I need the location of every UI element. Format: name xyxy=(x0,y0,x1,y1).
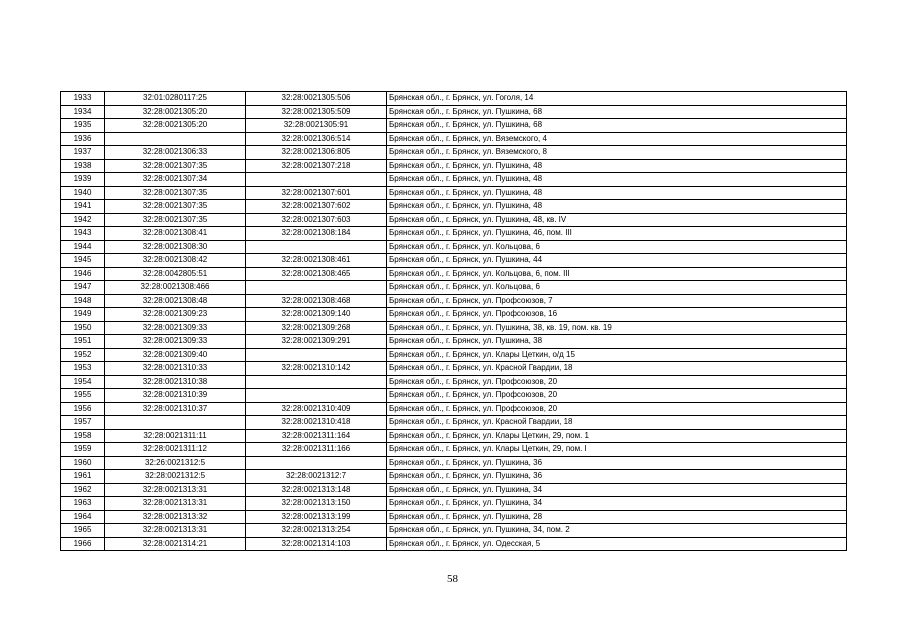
land-cadastral-number-cell: 32:28:0021307:35 xyxy=(105,186,246,200)
table-row xyxy=(61,213,847,227)
address-cell: Брянская обл., г. Брянск, ул. Одесская, 5 xyxy=(387,537,847,551)
address-cell: Брянская обл., г. Брянск, ул. Пушкина, 48, кв. IV xyxy=(387,213,847,227)
object-cadastral-number-cell: 32:28:0021311:164 xyxy=(246,429,387,443)
object-cadastral-number-cell: 32:28:0021306:514 xyxy=(246,132,387,146)
land-cadastral-number-cell xyxy=(105,416,246,430)
address-cell: Брянская обл., г. Брянск, ул. Профсоюзов, 16 xyxy=(387,308,847,322)
land-cadastral-number-cell: 32:28:0021309:33 xyxy=(105,335,246,349)
land-cadastral-number-cell: 32:28:0021309:33 xyxy=(105,321,246,335)
land-cadastral-number-cell: 32:28:0021313:32 xyxy=(105,510,246,524)
object-cadastral-number-cell: 32:28:0021308:461 xyxy=(246,254,387,268)
address-cell: Брянская обл., г. Брянск, ул. Клары Цеткин, 29, пом. 1 xyxy=(387,429,847,443)
address-cell: Брянская обл., г. Брянск, ул. Профсоюзов, 20 xyxy=(387,389,847,403)
object-cadastral-number-cell: 32:28:0021308:468 xyxy=(246,294,387,308)
land-cadastral-number-cell: 32:28:0021305:20 xyxy=(105,105,246,119)
table-row xyxy=(61,105,847,119)
object-cadastral-number-cell: 32:28:0021313:199 xyxy=(246,510,387,524)
object-cadastral-number-cell: 32:28:0021313:148 xyxy=(246,483,387,497)
object-cadastral-number-cell: 32:28:0021309:140 xyxy=(246,308,387,322)
land-cadastral-number-cell: 32:28:0021314:21 xyxy=(105,537,246,551)
object-cadastral-number-cell xyxy=(246,375,387,389)
row-number-cell: 1934 xyxy=(61,105,105,119)
row-number-cell: 1949 xyxy=(61,308,105,322)
object-cadastral-number-cell: 32:28:0021314:103 xyxy=(246,537,387,551)
table-row xyxy=(61,254,847,268)
row-number-cell: 1943 xyxy=(61,227,105,241)
row-number-cell: 1937 xyxy=(61,146,105,160)
row-number-cell: 1933 xyxy=(61,92,105,106)
object-cadastral-number-cell: 32:28:0021309:268 xyxy=(246,321,387,335)
row-number-cell: 1941 xyxy=(61,200,105,214)
table-row xyxy=(61,159,847,173)
table-row xyxy=(61,483,847,497)
table-row xyxy=(61,281,847,295)
land-cadastral-number-cell xyxy=(105,132,246,146)
address-cell: Брянская обл., г. Брянск, ул. Профсоюзов, 20 xyxy=(387,402,847,416)
table-row xyxy=(61,375,847,389)
address-cell: Брянская обл., г. Брянск, ул. Пушкина, 48 xyxy=(387,159,847,173)
object-cadastral-number-cell: 32:28:0021309:291 xyxy=(246,335,387,349)
table-row xyxy=(61,429,847,443)
land-cadastral-number-cell: 32:28:0021308:42 xyxy=(105,254,246,268)
property-registry-table xyxy=(60,91,847,551)
object-cadastral-number-cell: 32:28:0021307:602 xyxy=(246,200,387,214)
table-row xyxy=(61,267,847,281)
table-row xyxy=(61,497,847,511)
land-cadastral-number-cell: 32:28:0021306:33 xyxy=(105,146,246,160)
address-cell: Брянская обл., г. Брянск, ул. Вяземского, 8 xyxy=(387,146,847,160)
row-number-cell: 1955 xyxy=(61,389,105,403)
table-row xyxy=(61,294,847,308)
address-cell: Брянская обл., г. Брянск, ул. Гоголя, 14 xyxy=(387,92,847,106)
object-cadastral-number-cell xyxy=(246,173,387,187)
table-row xyxy=(61,362,847,376)
object-cadastral-number-cell: 32:28:0021312:7 xyxy=(246,470,387,484)
table-row xyxy=(61,92,847,106)
object-cadastral-number-cell: 32:28:0021305:91 xyxy=(246,119,387,133)
object-cadastral-number-cell: 32:28:0021307:601 xyxy=(246,186,387,200)
table-row xyxy=(61,348,847,362)
land-cadastral-number-cell: 32:28:0021313:31 xyxy=(105,524,246,538)
address-cell: Брянская обл., г. Брянск, ул. Кольцова, 6 xyxy=(387,240,847,254)
table-row xyxy=(61,321,847,335)
address-cell: Брянская обл., г. Брянск, ул. Профсоюзов, 7 xyxy=(387,294,847,308)
address-cell: Брянская обл., г. Брянск, ул. Пушкина, 38 xyxy=(387,335,847,349)
row-number-cell: 1940 xyxy=(61,186,105,200)
land-cadastral-number-cell: 32:28:0021308:466 xyxy=(105,281,246,295)
table-row xyxy=(61,389,847,403)
row-number-cell: 1938 xyxy=(61,159,105,173)
row-number-cell: 1942 xyxy=(61,213,105,227)
land-cadastral-number-cell: 32:28:0021307:35 xyxy=(105,159,246,173)
object-cadastral-number-cell: 32:28:0021310:409 xyxy=(246,402,387,416)
table-row xyxy=(61,470,847,484)
address-cell: Брянская обл., г. Брянск, ул. Пушкина, 38, кв. 19, пом. кв. 19 xyxy=(387,321,847,335)
table-row xyxy=(61,402,847,416)
object-cadastral-number-cell: 32:28:0021313:254 xyxy=(246,524,387,538)
row-number-cell: 1936 xyxy=(61,132,105,146)
land-cadastral-number-cell: 32:28:0021312:5 xyxy=(105,470,246,484)
land-cadastral-number-cell: 32:28:0021310:39 xyxy=(105,389,246,403)
table-row xyxy=(61,132,847,146)
address-cell: Брянская обл., г. Брянск, ул. Пушкина, 48 xyxy=(387,186,847,200)
address-cell: Брянская обл., г. Брянск, ул. Кольцова, 6, пом. III xyxy=(387,267,847,281)
object-cadastral-number-cell: 32:28:0021310:142 xyxy=(246,362,387,376)
table-row xyxy=(61,240,847,254)
land-cadastral-number-cell: 32:28:0021313:31 xyxy=(105,483,246,497)
row-number-cell: 1962 xyxy=(61,483,105,497)
registry-table-body xyxy=(61,92,847,551)
land-cadastral-number-cell: 32:26:0021312:5 xyxy=(105,456,246,470)
object-cadastral-number-cell xyxy=(246,240,387,254)
land-cadastral-number-cell: 32:28:0042805:51 xyxy=(105,267,246,281)
address-cell: Брянская обл., г. Брянск, ул. Пушкина, 46, пом. III xyxy=(387,227,847,241)
land-cadastral-number-cell: 32:28:0021310:33 xyxy=(105,362,246,376)
row-number-cell: 1963 xyxy=(61,497,105,511)
land-cadastral-number-cell: 32:28:0021307:34 xyxy=(105,173,246,187)
row-number-cell: 1951 xyxy=(61,335,105,349)
land-cadastral-number-cell: 32:01:0280117:25 xyxy=(105,92,246,106)
land-cadastral-number-cell: 32:28:0021305:20 xyxy=(105,119,246,133)
row-number-cell: 1952 xyxy=(61,348,105,362)
table-row xyxy=(61,146,847,160)
row-number-cell: 1948 xyxy=(61,294,105,308)
address-cell: Брянская обл., г. Брянск, ул. Профсоюзов, 20 xyxy=(387,375,847,389)
row-number-cell: 1964 xyxy=(61,510,105,524)
row-number-cell: 1944 xyxy=(61,240,105,254)
address-cell: Брянская обл., г. Брянск, ул. Кольцова, 6 xyxy=(387,281,847,295)
row-number-cell: 1945 xyxy=(61,254,105,268)
address-cell: Брянская обл., г. Брянск, ул. Пушкина, 34, пом. 2 xyxy=(387,524,847,538)
land-cadastral-number-cell: 32:28:0021308:30 xyxy=(105,240,246,254)
row-number-cell: 1946 xyxy=(61,267,105,281)
row-number-cell: 1956 xyxy=(61,402,105,416)
land-cadastral-number-cell: 32:28:0021311:12 xyxy=(105,443,246,457)
table-row xyxy=(61,227,847,241)
address-cell: Брянская обл., г. Брянск, ул. Пушкина, 68 xyxy=(387,105,847,119)
table-row xyxy=(61,119,847,133)
row-number-cell: 1935 xyxy=(61,119,105,133)
table-row xyxy=(61,173,847,187)
object-cadastral-number-cell: 32:28:0021305:509 xyxy=(246,105,387,119)
land-cadastral-number-cell: 32:28:0021307:35 xyxy=(105,213,246,227)
row-number-cell: 1950 xyxy=(61,321,105,335)
address-cell: Брянская обл., г. Брянск, ул. Пушкина, 36 xyxy=(387,456,847,470)
address-cell: Брянская обл., г. Брянск, ул. Пушкина, 36 xyxy=(387,470,847,484)
row-number-cell: 1965 xyxy=(61,524,105,538)
object-cadastral-number-cell: 32:28:0021305:506 xyxy=(246,92,387,106)
land-cadastral-number-cell: 32:28:0021313:31 xyxy=(105,497,246,511)
row-number-cell: 1947 xyxy=(61,281,105,295)
object-cadastral-number-cell xyxy=(246,389,387,403)
address-cell: Брянская обл., г. Брянск, ул. Клары Цеткин, 29, пом. I xyxy=(387,443,847,457)
row-number-cell: 1939 xyxy=(61,173,105,187)
land-cadastral-number-cell: 32:28:0021311:11 xyxy=(105,429,246,443)
table-row xyxy=(61,186,847,200)
object-cadastral-number-cell xyxy=(246,281,387,295)
table-row xyxy=(61,443,847,457)
land-cadastral-number-cell: 32:28:0021310:37 xyxy=(105,402,246,416)
address-cell: Брянская обл., г. Брянск, ул. Пушкина, 34 xyxy=(387,497,847,511)
row-number-cell: 1960 xyxy=(61,456,105,470)
table-row xyxy=(61,308,847,322)
table-row xyxy=(61,524,847,538)
address-cell: Брянская обл., г. Брянск, ул. Пушкина, 48 xyxy=(387,173,847,187)
row-number-cell: 1953 xyxy=(61,362,105,376)
object-cadastral-number-cell: 32:28:0021306:805 xyxy=(246,146,387,160)
land-cadastral-number-cell: 32:28:0021309:40 xyxy=(105,348,246,362)
row-number-cell: 1957 xyxy=(61,416,105,430)
address-cell: Брянская обл., г. Брянск, ул. Пушкина, 34 xyxy=(387,483,847,497)
address-cell: Брянская обл., г. Брянск, ул. Пушкина, 44 xyxy=(387,254,847,268)
table-row xyxy=(61,416,847,430)
address-cell: Брянская обл., г. Брянск, ул. Красной Гвардии, 18 xyxy=(387,416,847,430)
table-row xyxy=(61,456,847,470)
address-cell: Брянская обл., г. Брянск, ул. Клары Цеткин, о/д 15 xyxy=(387,348,847,362)
object-cadastral-number-cell xyxy=(246,348,387,362)
table-row xyxy=(61,200,847,214)
object-cadastral-number-cell xyxy=(246,456,387,470)
object-cadastral-number-cell: 32:28:0021308:184 xyxy=(246,227,387,241)
object-cadastral-number-cell: 32:28:0021310:418 xyxy=(246,416,387,430)
address-cell: Брянская обл., г. Брянск, ул. Пушкина, 48 xyxy=(387,200,847,214)
row-number-cell: 1954 xyxy=(61,375,105,389)
land-cadastral-number-cell: 32:28:0021310:38 xyxy=(105,375,246,389)
row-number-cell: 1966 xyxy=(61,537,105,551)
table-row xyxy=(61,510,847,524)
address-cell: Брянская обл., г. Брянск, ул. Красной Гвардии, 18 xyxy=(387,362,847,376)
table-row xyxy=(61,335,847,349)
object-cadastral-number-cell: 32:28:0021308:465 xyxy=(246,267,387,281)
address-cell: Брянская обл., г. Брянск, ул. Вяземского, 4 xyxy=(387,132,847,146)
land-cadastral-number-cell: 32:28:0021308:41 xyxy=(105,227,246,241)
object-cadastral-number-cell: 32:28:0021307:218 xyxy=(246,159,387,173)
page-number: 58 xyxy=(447,573,458,585)
table-row xyxy=(61,537,847,551)
object-cadastral-number-cell: 32:28:0021313:150 xyxy=(246,497,387,511)
land-cadastral-number-cell: 32:28:0021307:35 xyxy=(105,200,246,214)
object-cadastral-number-cell: 32:28:0021311:166 xyxy=(246,443,387,457)
row-number-cell: 1959 xyxy=(61,443,105,457)
address-cell: Брянская обл., г. Брянск, ул. Пушкина, 68 xyxy=(387,119,847,133)
address-cell: Брянская обл., г. Брянск, ул. Пушкина, 28 xyxy=(387,510,847,524)
row-number-cell: 1958 xyxy=(61,429,105,443)
land-cadastral-number-cell: 32:28:0021308:48 xyxy=(105,294,246,308)
object-cadastral-number-cell: 32:28:0021307:603 xyxy=(246,213,387,227)
row-number-cell: 1961 xyxy=(61,470,105,484)
land-cadastral-number-cell: 32:28:0021309:23 xyxy=(105,308,246,322)
